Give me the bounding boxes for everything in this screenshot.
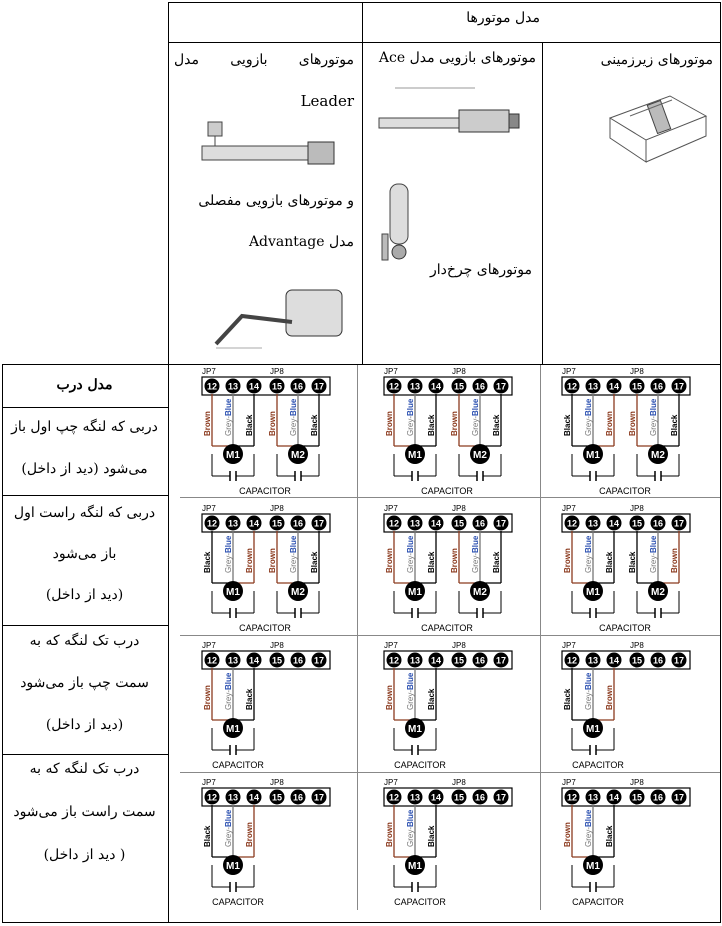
capacitor-label: CAPACITOR xyxy=(239,623,291,633)
terminal-label-17: 17 xyxy=(313,381,325,392)
wiring-diagram xyxy=(560,366,718,496)
motor-label: M1 xyxy=(226,450,240,461)
jp8-label: JP8 xyxy=(452,504,466,513)
header-ace-arm-motors: موتورهای بازویی مدل Ace xyxy=(378,50,536,66)
terminal-label-16: 16 xyxy=(474,792,486,803)
wire-label-grey-blue: Grey-Blue xyxy=(649,398,658,436)
wire-label-black: Black xyxy=(245,688,254,710)
terminal-label-17: 17 xyxy=(313,792,325,803)
terminal-label-16: 16 xyxy=(292,381,304,392)
wiring-svg xyxy=(560,366,718,496)
grid-line xyxy=(542,42,543,364)
wire-label-black: Black xyxy=(628,551,637,573)
grid-line xyxy=(168,42,362,43)
terminal-label-13: 13 xyxy=(587,792,599,803)
wire-label-black: Black xyxy=(492,551,501,573)
wire-label-brown: Brown xyxy=(605,411,614,436)
terminal-label-15: 15 xyxy=(271,655,283,666)
terminal-label-17: 17 xyxy=(673,518,685,529)
terminal-label-16: 16 xyxy=(292,655,304,666)
motor-label: M1 xyxy=(586,861,600,872)
terminal-strip xyxy=(562,788,690,806)
wire-label-brown: Brown xyxy=(245,548,254,573)
row3-label-line2: سمت چپ باز می‌شود xyxy=(20,675,149,691)
jp7-label: JP7 xyxy=(384,367,398,376)
terminal-label-16: 16 xyxy=(292,518,304,529)
capacitor-label: CAPACITOR xyxy=(394,897,446,907)
terminal-label-16: 16 xyxy=(292,792,304,803)
wire-label-black: Black xyxy=(427,688,436,710)
wire-label-black: Black xyxy=(605,825,614,847)
motor-label: M1 xyxy=(408,587,422,598)
wire-label-black: Black xyxy=(670,414,679,436)
terminal-strip xyxy=(384,377,512,395)
jp8-label: JP8 xyxy=(630,367,644,376)
motor-label: M1 xyxy=(226,587,240,598)
terminal-label-15: 15 xyxy=(271,518,283,529)
motor-label: M1 xyxy=(586,587,600,598)
wire-label-grey-blue: Grey-Blue xyxy=(406,672,415,710)
terminal-label-17: 17 xyxy=(673,792,685,803)
terminal-strip xyxy=(202,651,330,669)
wire-label-black: Black xyxy=(563,414,572,436)
terminal-label-12: 12 xyxy=(566,792,578,803)
wiring-diagram xyxy=(382,366,540,496)
wiring-svg xyxy=(200,503,358,633)
row4-label-line2: سمت راست باز می‌شود xyxy=(13,804,156,820)
terminal-label-17: 17 xyxy=(313,655,325,666)
jp8-label: JP8 xyxy=(630,504,644,513)
terminal-label-14: 14 xyxy=(608,655,620,666)
terminal-label-13: 13 xyxy=(227,518,239,529)
terminal-strip xyxy=(562,377,690,395)
terminal-label-14: 14 xyxy=(608,381,620,392)
grid-line xyxy=(168,2,169,923)
wire-label-black: Black xyxy=(427,825,436,847)
wiring-diagram xyxy=(200,503,358,633)
wire-label-black: Black xyxy=(245,414,254,436)
wire-label-grey-blue: Grey-Blue xyxy=(224,809,233,847)
jp8-label: JP8 xyxy=(452,641,466,650)
wire-label-brown: Brown xyxy=(245,822,254,847)
row2-label-line3: (دید از داخل) xyxy=(45,587,124,603)
capacitor-label: CAPACITOR xyxy=(572,897,624,907)
wire-label-grey-blue: Grey-Blue xyxy=(649,535,658,573)
wiring-svg xyxy=(560,503,718,633)
header-leader-line2: Leader xyxy=(300,92,354,110)
wire-label-brown: Brown xyxy=(385,685,394,710)
capacitor-label: CAPACITOR xyxy=(212,897,264,907)
terminal-label-12: 12 xyxy=(566,381,578,392)
wire-label-black: Black xyxy=(492,414,501,436)
terminal-label-14: 14 xyxy=(248,792,260,803)
terminal-label-17: 17 xyxy=(495,381,507,392)
row1-label-line2: می‌شود (دید از داخل) xyxy=(21,461,148,477)
jp8-label: JP8 xyxy=(270,641,284,650)
jp8-label: JP8 xyxy=(630,641,644,650)
terminal-label-14: 14 xyxy=(248,655,260,666)
grid-line xyxy=(168,2,721,3)
wire-label-brown: Brown xyxy=(203,685,212,710)
jp7-label: JP7 xyxy=(562,778,576,787)
terminal-strip xyxy=(384,651,512,669)
wire-label-brown: Brown xyxy=(385,822,394,847)
header-leader-line1: موتورهای بازویی مدل xyxy=(174,52,354,68)
terminal-label-16: 16 xyxy=(652,792,664,803)
header-advantage-line1: و موتورهای بازویی مفصلی xyxy=(198,193,354,209)
terminal-label-17: 17 xyxy=(495,655,507,666)
terminal-label-14: 14 xyxy=(430,518,442,529)
capacitor-label: CAPACITOR xyxy=(421,486,473,496)
terminal-label-12: 12 xyxy=(206,655,218,666)
jp7-label: JP7 xyxy=(202,778,216,787)
motor-label: M1 xyxy=(586,724,600,735)
grid-line xyxy=(180,635,720,636)
grid-line xyxy=(180,497,720,498)
terminal-label-12: 12 xyxy=(566,518,578,529)
advantage-arm-motor-image xyxy=(212,282,352,352)
jp7-label: JP7 xyxy=(202,367,216,376)
header-advantage-line2: مدل Advantage xyxy=(248,234,354,250)
header-wheeled-motors: موتورهای چرخ‌دار xyxy=(430,262,532,278)
motor-label: M2 xyxy=(651,587,665,598)
wire-label-brown: Brown xyxy=(385,411,394,436)
jp7-label: JP7 xyxy=(562,641,576,650)
grid-line xyxy=(2,922,721,923)
grid-line xyxy=(540,365,541,910)
wire-label-brown: Brown xyxy=(450,548,459,573)
row3-label-line3: (دید از داخل) xyxy=(45,717,124,733)
row2-label-line1: دربی که لنگه راست اول xyxy=(13,505,156,521)
terminal-label-13: 13 xyxy=(587,518,599,529)
jp7-label: JP7 xyxy=(384,504,398,513)
grid-line xyxy=(180,772,720,773)
terminal-label-15: 15 xyxy=(453,655,465,666)
wire-label-grey-blue: Grey-Blue xyxy=(406,398,415,436)
terminal-label-15: 15 xyxy=(271,381,283,392)
wire-label-brown: Brown xyxy=(203,411,212,436)
motor-label: M2 xyxy=(291,450,305,461)
wiring-svg xyxy=(382,366,540,496)
terminal-label-15: 15 xyxy=(271,792,283,803)
terminal-label-14: 14 xyxy=(430,381,442,392)
jp7-label: JP7 xyxy=(562,504,576,513)
table-title: مدل موتورها xyxy=(466,10,540,26)
motor-label: M1 xyxy=(586,450,600,461)
wire-label-grey-blue: Grey-Blue xyxy=(584,672,593,710)
jp8-label: JP8 xyxy=(270,504,284,513)
wire-label-grey-blue: Grey-Blue xyxy=(471,398,480,436)
terminal-label-16: 16 xyxy=(652,518,664,529)
wire-label-brown: Brown xyxy=(670,548,679,573)
wire-label-black: Black xyxy=(310,551,319,573)
wiring-diagram xyxy=(382,503,540,633)
wire-label-grey-blue: Grey-Blue xyxy=(224,398,233,436)
terminal-strip xyxy=(562,651,690,669)
underground-motor-image xyxy=(600,88,712,168)
header-underground-motors: موتورهای زیرزمینی xyxy=(600,52,713,68)
motor-label: M2 xyxy=(473,450,487,461)
motor-label: M1 xyxy=(226,861,240,872)
wire-label-black: Black xyxy=(563,688,572,710)
capacitor-label: CAPACITOR xyxy=(599,486,651,496)
capacitor-label: CAPACITOR xyxy=(239,486,291,496)
wire-label-grey-blue: Grey-Blue xyxy=(224,535,233,573)
grid-line xyxy=(2,364,721,365)
wiring-diagram xyxy=(382,640,540,770)
terminal-label-12: 12 xyxy=(388,655,400,666)
wiring-diagram xyxy=(200,366,358,496)
terminal-label-16: 16 xyxy=(474,381,486,392)
terminal-label-14: 14 xyxy=(608,792,620,803)
motor-label: M2 xyxy=(291,587,305,598)
capacitor-label: CAPACITOR xyxy=(212,760,264,770)
terminal-label-14: 14 xyxy=(608,518,620,529)
row2-label-line2: باز می‌شود xyxy=(52,546,117,562)
grid-line xyxy=(720,2,721,923)
capacitor-label: CAPACITOR xyxy=(421,623,473,633)
wire-label-brown: Brown xyxy=(563,822,572,847)
jp7-label: JP7 xyxy=(384,778,398,787)
motor-label: M2 xyxy=(473,587,487,598)
terminal-label-13: 13 xyxy=(227,655,239,666)
jp8-label: JP8 xyxy=(630,778,644,787)
ace-arm-motor-image xyxy=(375,84,535,144)
terminal-label-17: 17 xyxy=(495,518,507,529)
wiring-svg xyxy=(382,503,540,633)
terminal-label-13: 13 xyxy=(409,518,421,529)
terminal-label-13: 13 xyxy=(227,792,239,803)
wiring-diagram xyxy=(560,777,718,907)
terminal-strip xyxy=(562,514,690,532)
terminal-label-15: 15 xyxy=(631,792,643,803)
wire-label-brown: Brown xyxy=(385,548,394,573)
wire-label-black: Black xyxy=(605,551,614,573)
terminal-label-13: 13 xyxy=(587,655,599,666)
wire-label-black: Black xyxy=(203,551,212,573)
terminal-label-15: 15 xyxy=(453,792,465,803)
motor-label: M1 xyxy=(408,450,422,461)
terminal-label-14: 14 xyxy=(248,518,260,529)
capacitor-label: CAPACITOR xyxy=(599,623,651,633)
capacitor-label: CAPACITOR xyxy=(572,760,624,770)
wheeled-motor-image xyxy=(376,178,416,270)
wire-label-black: Black xyxy=(427,414,436,436)
wiring-diagram xyxy=(560,503,718,633)
wire-label-brown: Brown xyxy=(605,685,614,710)
grid-line xyxy=(362,2,363,364)
terminal-label-12: 12 xyxy=(388,518,400,529)
capacitor-label: CAPACITOR xyxy=(394,760,446,770)
jp7-label: JP7 xyxy=(202,504,216,513)
wire-label-grey-blue: Grey-Blue xyxy=(584,535,593,573)
terminal-strip xyxy=(384,788,512,806)
wire-label-grey-blue: Grey-Blue xyxy=(471,535,480,573)
wiring-svg xyxy=(200,640,358,770)
terminal-label-13: 13 xyxy=(409,655,421,666)
terminal-label-12: 12 xyxy=(566,655,578,666)
terminal-label-15: 15 xyxy=(631,655,643,666)
terminal-label-16: 16 xyxy=(474,655,486,666)
wire-label-grey-blue: Grey-Blue xyxy=(289,535,298,573)
terminal-label-15: 15 xyxy=(631,381,643,392)
wire-label-black: Black xyxy=(203,825,212,847)
wiring-svg xyxy=(382,777,540,907)
terminal-label-12: 12 xyxy=(206,381,218,392)
jp7-label: JP7 xyxy=(562,367,576,376)
motor-label: M1 xyxy=(408,724,422,735)
wiring-svg xyxy=(382,640,540,770)
row1-label-line1: دربی که لنگه چپ اول باز xyxy=(11,419,158,435)
jp8-label: JP8 xyxy=(452,778,466,787)
terminal-strip xyxy=(202,514,330,532)
jp8-label: JP8 xyxy=(270,778,284,787)
terminal-label-13: 13 xyxy=(227,381,239,392)
terminal-label-12: 12 xyxy=(206,792,218,803)
row3-label-line1: درب تک لنگه که به xyxy=(29,633,140,649)
wire-label-brown: Brown xyxy=(628,411,637,436)
terminal-label-13: 13 xyxy=(587,381,599,392)
wiring-diagram xyxy=(560,640,718,770)
jp7-label: JP7 xyxy=(384,641,398,650)
terminal-label-12: 12 xyxy=(388,792,400,803)
motor-label: M1 xyxy=(226,724,240,735)
jp7-label: JP7 xyxy=(202,641,216,650)
wiring-svg xyxy=(560,777,718,907)
terminal-label-17: 17 xyxy=(313,518,325,529)
wiring-svg xyxy=(200,366,358,496)
wire-label-black: Black xyxy=(427,551,436,573)
wiring-svg xyxy=(200,777,358,907)
wire-label-grey-blue: Grey-Blue xyxy=(406,535,415,573)
terminal-label-16: 16 xyxy=(652,655,664,666)
wire-label-brown: Brown xyxy=(268,411,277,436)
leader-arm-motor-image xyxy=(198,118,338,180)
wire-label-brown: Brown xyxy=(268,548,277,573)
wiring-diagram xyxy=(200,640,358,770)
terminal-label-16: 16 xyxy=(474,518,486,529)
door-model-header: مدل درب xyxy=(56,377,113,393)
jp8-label: JP8 xyxy=(270,367,284,376)
row4-label-line1: درب تک لنگه که به xyxy=(29,761,140,777)
terminal-label-15: 15 xyxy=(453,518,465,529)
row4-label-line3: ( دید از داخل) xyxy=(43,847,126,863)
wiring-diagram xyxy=(382,777,540,907)
terminal-label-14: 14 xyxy=(248,381,260,392)
motor-label: M2 xyxy=(651,450,665,461)
wire-label-grey-blue: Grey-Blue xyxy=(289,398,298,436)
terminal-label-17: 17 xyxy=(673,381,685,392)
wire-label-grey-blue: Grey-Blue xyxy=(406,809,415,847)
terminal-label-12: 12 xyxy=(206,518,218,529)
terminal-strip xyxy=(384,514,512,532)
terminal-strip xyxy=(202,377,330,395)
motor-label: M1 xyxy=(408,861,422,872)
wire-label-black: Black xyxy=(310,414,319,436)
terminal-label-14: 14 xyxy=(430,792,442,803)
terminal-label-17: 17 xyxy=(495,792,507,803)
wire-label-grey-blue: Grey-Blue xyxy=(584,809,593,847)
wire-label-brown: Brown xyxy=(450,411,459,436)
terminal-label-17: 17 xyxy=(673,655,685,666)
terminal-label-16: 16 xyxy=(652,381,664,392)
terminal-label-14: 14 xyxy=(430,655,442,666)
terminal-label-12: 12 xyxy=(388,381,400,392)
terminal-label-15: 15 xyxy=(453,381,465,392)
wire-label-grey-blue: Grey-Blue xyxy=(584,398,593,436)
wiring-svg xyxy=(560,640,718,770)
jp8-label: JP8 xyxy=(452,367,466,376)
wiring-diagram xyxy=(200,777,358,907)
wire-label-brown: Brown xyxy=(563,548,572,573)
terminal-label-13: 13 xyxy=(409,792,421,803)
terminal-label-13: 13 xyxy=(409,381,421,392)
terminal-strip xyxy=(202,788,330,806)
terminal-label-15: 15 xyxy=(631,518,643,529)
wire-label-grey-blue: Grey-Blue xyxy=(224,672,233,710)
